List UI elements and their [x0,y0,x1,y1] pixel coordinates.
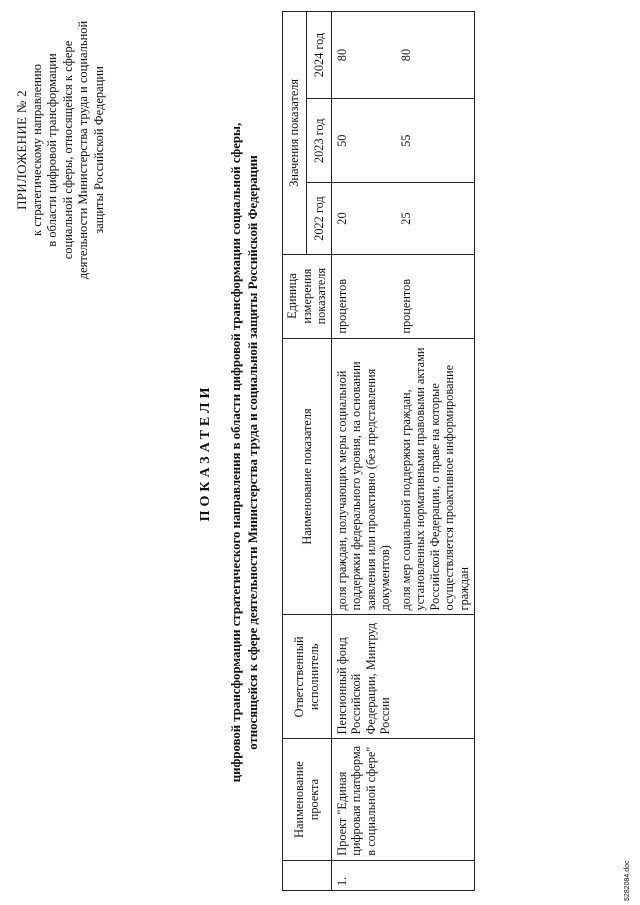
cell-value-2024: 80 [396,12,475,99]
header-indicator: Наименование показателя [283,338,332,615]
document-id: 5282084.doc [624,860,631,901]
appendix-line: защиты Российской Федерации [91,66,106,234]
heading-line-2: относящейся к сфере деятельности Министерства труда и социальной защиты Российской Федерации [246,155,260,750]
heading-word: ПОКАЗАТЕЛИ [198,383,213,522]
cell-indicator: доля мер социальной поддержки граждан, установленных нормативными правовыми актами Российской Федерации, о праве на которые осуществляется проактивное информирование граждан [396,338,475,615]
header-year: 2022 год [307,183,331,254]
appendix-line: в области цифровой трансформации [45,53,59,247]
heading-line-1: цифровой трансформации стратегического направления в области цифровой трансформации социальной сферы, [229,122,243,783]
appendix-line: к стратегическому направлению [29,64,44,236]
cell-value-2022: 20 [331,183,396,254]
appendix-line: деятельности Министерства труда и социальной [76,20,90,280]
cell-value-2023: 55 [396,99,475,183]
appendix-block [14,5,107,295]
cell-num: 1. [331,860,396,890]
table-header-row [283,12,307,891]
cell-indicator: доля граждан, получающих меры социальной поддержки федерального уровня, на основании заявления или проактивно (без представления документов) [331,338,396,615]
header-year: 2023 год [307,99,331,183]
table-row [331,12,396,891]
appendix-line: социальной сферы, относящейся к сфере [60,40,75,260]
header-values-group: Значения показателя [283,12,307,255]
cell-executor: Пенсионный фонд Российской Федерации, Минтруд России [331,615,396,739]
header-unit: Единица измерения показателя [283,254,332,338]
appendix-title: ПРИЛОЖЕНИЕ № 2 [14,90,29,210]
cell-project [396,739,475,860]
table-row [396,12,475,891]
header-project: Наименование проекта [283,739,332,860]
header-year: 2024 год [307,12,331,99]
cell-num [396,860,475,890]
cell-unit: процентов [331,254,396,338]
cell-executor [396,615,475,739]
document-heading [198,0,262,905]
cell-value-2022: 25 [396,183,475,254]
header-executor: Ответственный исполнитель [283,615,332,739]
cell-value-2024: 80 [331,12,396,99]
indicators-table [282,11,475,891]
header-num [283,860,332,890]
cell-project: Проект "Единая цифровая платформа в социальной сфере" [331,739,396,860]
cell-value-2023: 50 [331,99,396,183]
cell-unit: процентов [396,254,475,338]
